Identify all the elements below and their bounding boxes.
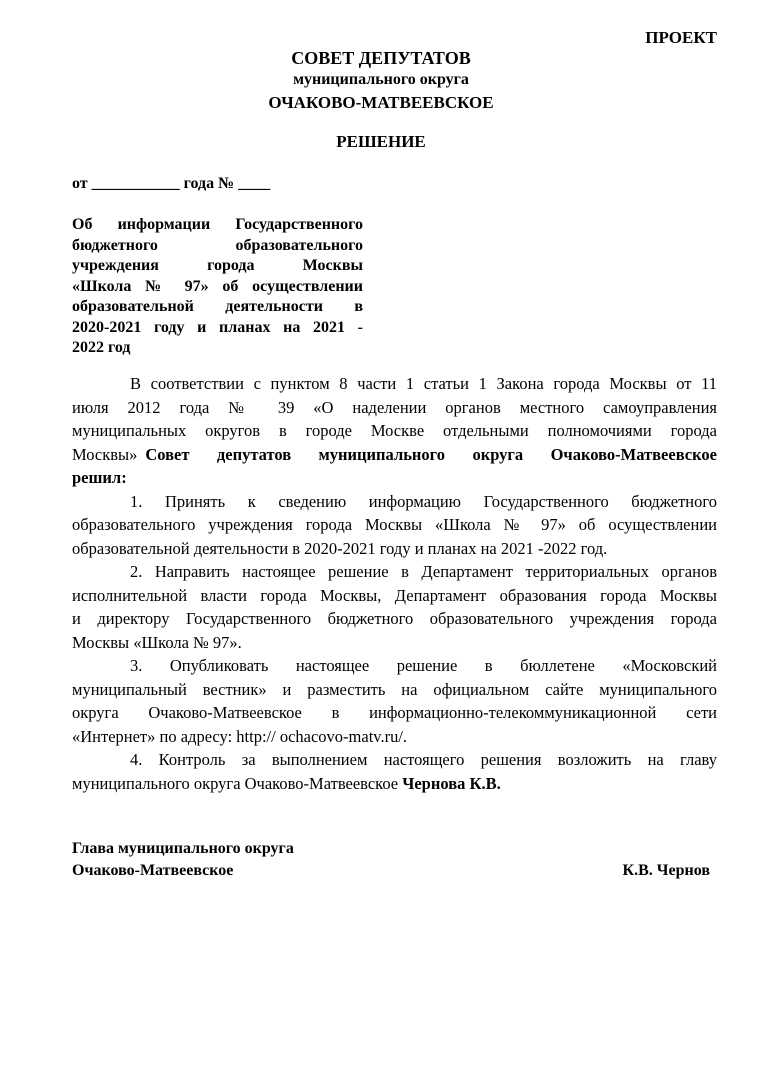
subject-line: 2022 год xyxy=(72,339,131,356)
item-2-line: 2. Направить настоящее решение в Департамент территориальных органов xyxy=(130,562,717,581)
subject-line: «Школа № 97» об осуществлении xyxy=(72,277,363,295)
council-subtitle: муниципального округа xyxy=(293,71,469,88)
item-4-text: муниципального округа Очаково-Матвеевское xyxy=(72,773,399,793)
subject-line: образовательной деятельности в xyxy=(72,298,363,315)
date-number-line: от ___________ года № ____ xyxy=(72,175,271,192)
item-2-line: Москвы «Школа № 97». xyxy=(72,632,242,652)
subject-line: 2020-2021 году и планах на 2021 - xyxy=(72,318,363,336)
preamble-text: Москвы» xyxy=(72,444,138,464)
council-title: СОВЕТ ДЕПУТАТОВ xyxy=(291,48,471,68)
signatory-name: К.В. Чернов xyxy=(622,862,710,879)
council-resolves: Совет депутатов муниципального округа Очаково-Матвеевское xyxy=(145,444,717,464)
signature-title-line-2: Очаково-Матвеевское xyxy=(72,862,234,879)
resolved-word: решил: xyxy=(72,468,127,487)
item-4-line xyxy=(72,772,717,796)
preamble-line xyxy=(72,443,717,467)
item-2-line: исполнительной власти города Москвы, Департамент образования города Москвы xyxy=(72,585,717,605)
preamble-line: В соответствии с пунктом 8 части 1 статьи 1 Закона города Москвы от 11 xyxy=(130,374,717,393)
draft-stamp: ПРОЕКТ xyxy=(645,28,717,47)
decision-subject xyxy=(72,215,363,359)
item-3-line: муниципальный вестник» и разместить на официальном сайте муниципального xyxy=(72,679,717,699)
subject-line: учреждения города Москвы xyxy=(72,257,363,274)
item-3-line: округа Очаково-Матвеевское в информационно-телекоммуникационной сети xyxy=(72,703,717,722)
responsible-person: Чернова К.В. xyxy=(402,773,501,793)
signature-title-line-1: Глава муниципального округа xyxy=(72,840,294,857)
preamble-line: июля 2012 года № 39 «О наделении органов местного самоуправления xyxy=(72,397,717,417)
item-1-line: образовательного учреждения города Москвы «Школа № 97» об осуществлении xyxy=(72,515,717,534)
item-1-line: образовательной деятельности в 2020-2021 году и планах на 2021 -2022 год. xyxy=(72,538,608,558)
item-4-line: 4. Контроль за выполнением настоящего решения возложить на главу xyxy=(130,750,717,769)
item-3-line: 3. Опубликовать настоящее решение в бюллетене «Московский xyxy=(130,656,717,675)
district-name: ОЧАКОВО-МАТВЕЕВСКОЕ xyxy=(268,93,494,112)
item-2-line: и директору Государственного бюджетного образовательного учреждения города xyxy=(72,609,717,628)
document-type: РЕШЕНИЕ xyxy=(336,132,426,151)
item-1-line: 1. Принять к сведению информацию Государственного бюджетного xyxy=(130,491,717,511)
decision-body xyxy=(72,372,717,795)
preamble-line: муниципальных округов в городе Москве отдельными полномочиями города xyxy=(72,421,717,440)
item-3-line: «Интернет» по адресу: http:// ochacovo-matv.ru/. xyxy=(72,726,408,746)
subject-line: бюджетного образовательного xyxy=(72,236,363,254)
subject-line: Об информации Государственного xyxy=(72,216,363,233)
